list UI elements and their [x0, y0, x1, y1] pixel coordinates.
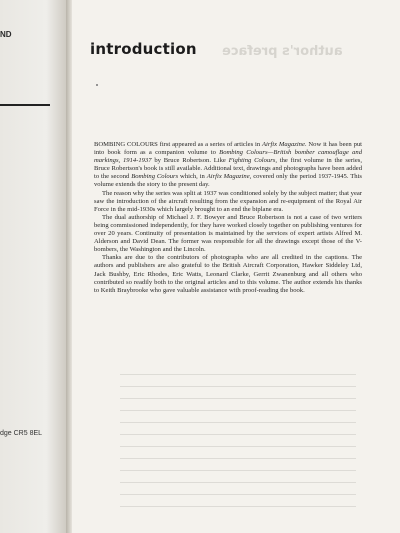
body-paragraph: [94, 141, 362, 190]
italic-title-text: Bombing Colours: [131, 173, 179, 181]
italic-title-text: Airfix Magazine: [262, 141, 305, 148]
body-paragraph: [94, 190, 362, 214]
adjacent-page-rule: [0, 104, 50, 106]
paragraph-text: The dual authorship of Michael J. F. Bowyer and Bruce Robertson is not a case of two writers being commissioned independently, for they have worked closely together on publishing ventures for over 20 years. Continuity of presentation is maintained by the services of expert artists Alfred M. Alderson and David Dean. The former was responsible for all the drawings except those of the V-bombers, the Washington and the Lincoln.: [94, 213, 362, 254]
paragraph-text: , covered only the period 1937-1945. This volume extends the story to the present day.: [94, 173, 362, 189]
paragraph-text: BOMBING COLOURS first appeared as a series of articles in: [94, 141, 263, 148]
body-paragraph: [94, 214, 362, 254]
show-through-heading: author's preface: [222, 44, 343, 59]
introduction-body: [94, 141, 362, 295]
adjacent-page-text: ND: [0, 30, 12, 39]
paragraph-text: The reason why the series was split at 1937 was conditioned solely by the subject matter; that year saw the introduction of the aircraft resulting from the expansion and re-equipment of the Royal Air Force in the mid-1930s which largely brought to an end the biplane era.: [94, 189, 362, 213]
italic-title-text: Bombing Colours—British bomber camouflage and markings, 1914-1937: [94, 149, 362, 165]
paragraph-text: Thanks are due to the contributors of photographs who are all credited in the captions. The authors and publishers are also grateful to the British Aircraft Corporation, Hawker Siddeley Ltd, Jack Bushby, Eric Rhodes, Eric Watts, Leonard Clarke, Gerrit Zwanenburg and all others who contributed so readily both to the original articles and to this volume. The author extends his thanks to Keith Braybrooke who gave valuable assistance with proof-reading the book.: [94, 254, 362, 294]
body-paragraph: [94, 254, 362, 294]
book-page: [72, 0, 400, 533]
adjacent-page-address: dge CR5 8EL: [0, 430, 43, 437]
page-heading: introduction: [90, 40, 197, 58]
italic-title-text: Airfix Magazine: [206, 173, 250, 181]
paragraph-text: , the first volume in the series, Bruce Robertson's book is still available. Additional text, drawings and photographs have been added to the second: [94, 157, 362, 181]
show-through-lines: [120, 374, 356, 518]
adjacent-page-edge: [0, 0, 66, 533]
paragraph-text: . Now it has been put into book form as a companion volume to: [94, 141, 362, 157]
paper-speck: [96, 84, 98, 86]
paragraph-text: which, in: [178, 173, 207, 181]
paragraph-text: by Bruce Robertson. Like: [151, 157, 229, 165]
italic-title-text: Fighting Colours: [228, 157, 276, 165]
